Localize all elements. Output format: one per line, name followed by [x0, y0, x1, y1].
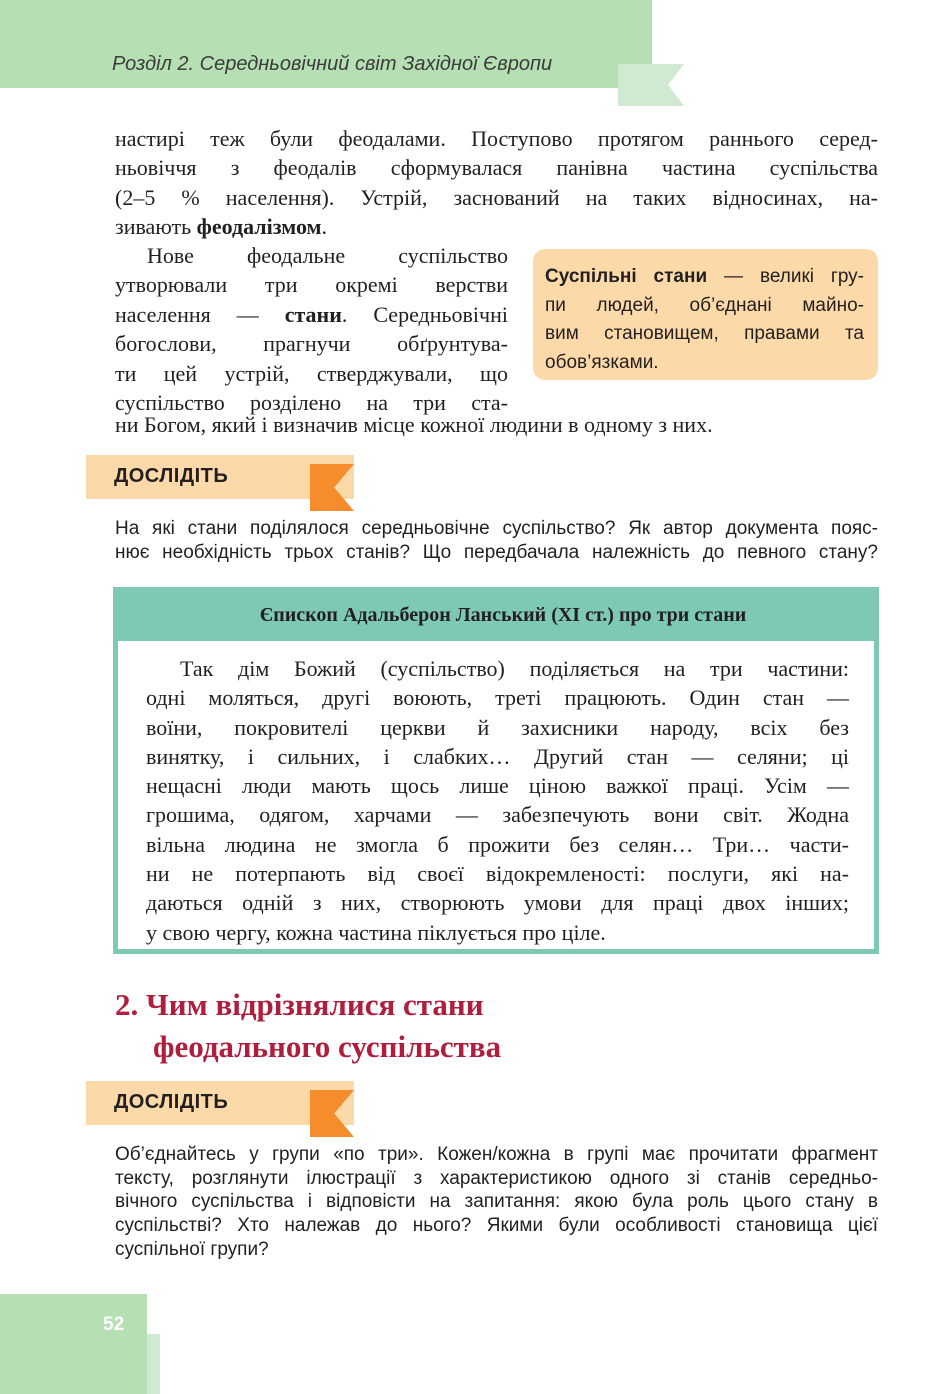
text-line: (2–5 % населення). Устрій, заснований на таких відносинах, на- — [115, 184, 878, 210]
investigate-tag — [86, 455, 312, 511]
task-text — [115, 517, 878, 564]
definition-note — [533, 249, 878, 380]
task-line: вічного суспільства і відповісти на запитання: якою була роль цього стану в — [115, 1191, 878, 1213]
quote-line: воїни, покровителі церкви й захисники народу, всіх без — [146, 714, 849, 740]
note-line: вим становищем, правами та — [545, 323, 864, 345]
text-segment: . Середньовічні — [341, 301, 508, 327]
note-line — [545, 263, 864, 292]
text-segment: населення — — [115, 301, 285, 327]
section-heading — [115, 984, 501, 1068]
investigate-tag — [86, 1081, 312, 1137]
term-estates: стани — [284, 301, 342, 327]
page-number: 52 — [103, 1314, 125, 1335]
quote-line: у свою чергу, кожна частина піклується про ціле. — [146, 919, 606, 945]
section-heading-line: 2. Чим відрізнялися стани — [115, 987, 484, 1022]
quote-line: одні моляться, другі воюють, треті працюють. Один стан — — [146, 685, 849, 711]
chapter-header-tab — [618, 64, 684, 106]
source-document — [113, 587, 879, 954]
text-line: ньовіччя з феодалів сформувалася панівна частина суспільства — [115, 155, 878, 181]
text-line: суспільство розділено на три ста- — [115, 390, 508, 416]
task-line: суспільної групи? — [115, 1238, 269, 1260]
quote-line: ни не потерпають від своєї відокремленості: послуги, які на- — [146, 861, 849, 887]
quote-line: грошима, одягом, харчами — забезпечують вони світ. Жодна — [146, 802, 849, 828]
text-line: ни Богом, який і визначив місце кожної людини в одному з них. — [115, 412, 713, 437]
task-line: суспільстві? Хто належав до нього? Якими були особливості становища цієї — [115, 1215, 878, 1237]
note-term: Суспільні стани — [545, 266, 708, 287]
task-line: Об’єднайтесь у групи «по три». Кожен/кожна в групі має прочитати фрагмент — [115, 1144, 878, 1165]
intro-paragraph — [115, 124, 878, 242]
page-number-box — [0, 1294, 147, 1394]
note-line: пи людей, об’єднані майно- — [545, 294, 864, 316]
task-line: На які стани поділялося середньовічне суспільство? Як автор документа пояс- — [115, 518, 878, 539]
text-line: Нове феодальне суспільство — [147, 243, 508, 268]
quote-line: вільна людина не змогла б прожити без селян… Три… части- — [146, 831, 849, 857]
task-line: тексту, розглянути ілюстрації з характеристикою одного зі станів середньо- — [115, 1167, 878, 1189]
investigate-label: ДОСЛІДІТЬ — [114, 1091, 229, 1113]
term-feudalism: феодалізмом — [196, 214, 322, 240]
note-line: обов’язками. — [545, 351, 659, 373]
text-line: богослови, прагнучи обґрунтува- — [115, 331, 508, 357]
quote-line: винятку, і сильних, і слабких… Другий стан — селяни; ці — [146, 743, 849, 769]
estates-paragraph-last-line — [115, 410, 878, 439]
quote-line: нещасні люди мають щось лише ціною важкої праці. Усім — — [146, 773, 849, 799]
task-line: нює необхідність трьох станів? Що передбачала належність до певного стану? — [115, 541, 878, 563]
estates-paragraph — [115, 241, 508, 417]
investigate-label: ДОСЛІДІТЬ — [114, 465, 229, 487]
chapter-title: Розділ 2. Середньовічний світ Західної Європи — [112, 53, 553, 75]
text-line: утворювали три окремі верстви — [115, 272, 508, 298]
quote-line: Так дім Божий (суспільство) поділяється на три частини: — [180, 656, 849, 681]
text-segment: зивають — [115, 214, 197, 240]
section-heading-line: феодального суспільства — [153, 1029, 502, 1064]
text-line: настирі теж були феодалами. Поступово протягом раннього серед- — [115, 126, 878, 151]
source-document-body — [118, 641, 874, 949]
text-line — [115, 212, 878, 241]
text-segment: . — [321, 214, 328, 240]
task-text — [115, 1143, 878, 1262]
note-text: — великі гру- — [707, 266, 865, 287]
text-line — [115, 300, 508, 329]
text-line: ти цей устрій, стверджували, що — [115, 360, 508, 386]
quote-line: даються одній з них, створюють умови для праці двох інших; — [146, 890, 849, 916]
source-document-title: Єпископ Адальберон Ланський (XI ст.) про три стани — [259, 604, 747, 626]
page-number-strip — [147, 1334, 160, 1394]
